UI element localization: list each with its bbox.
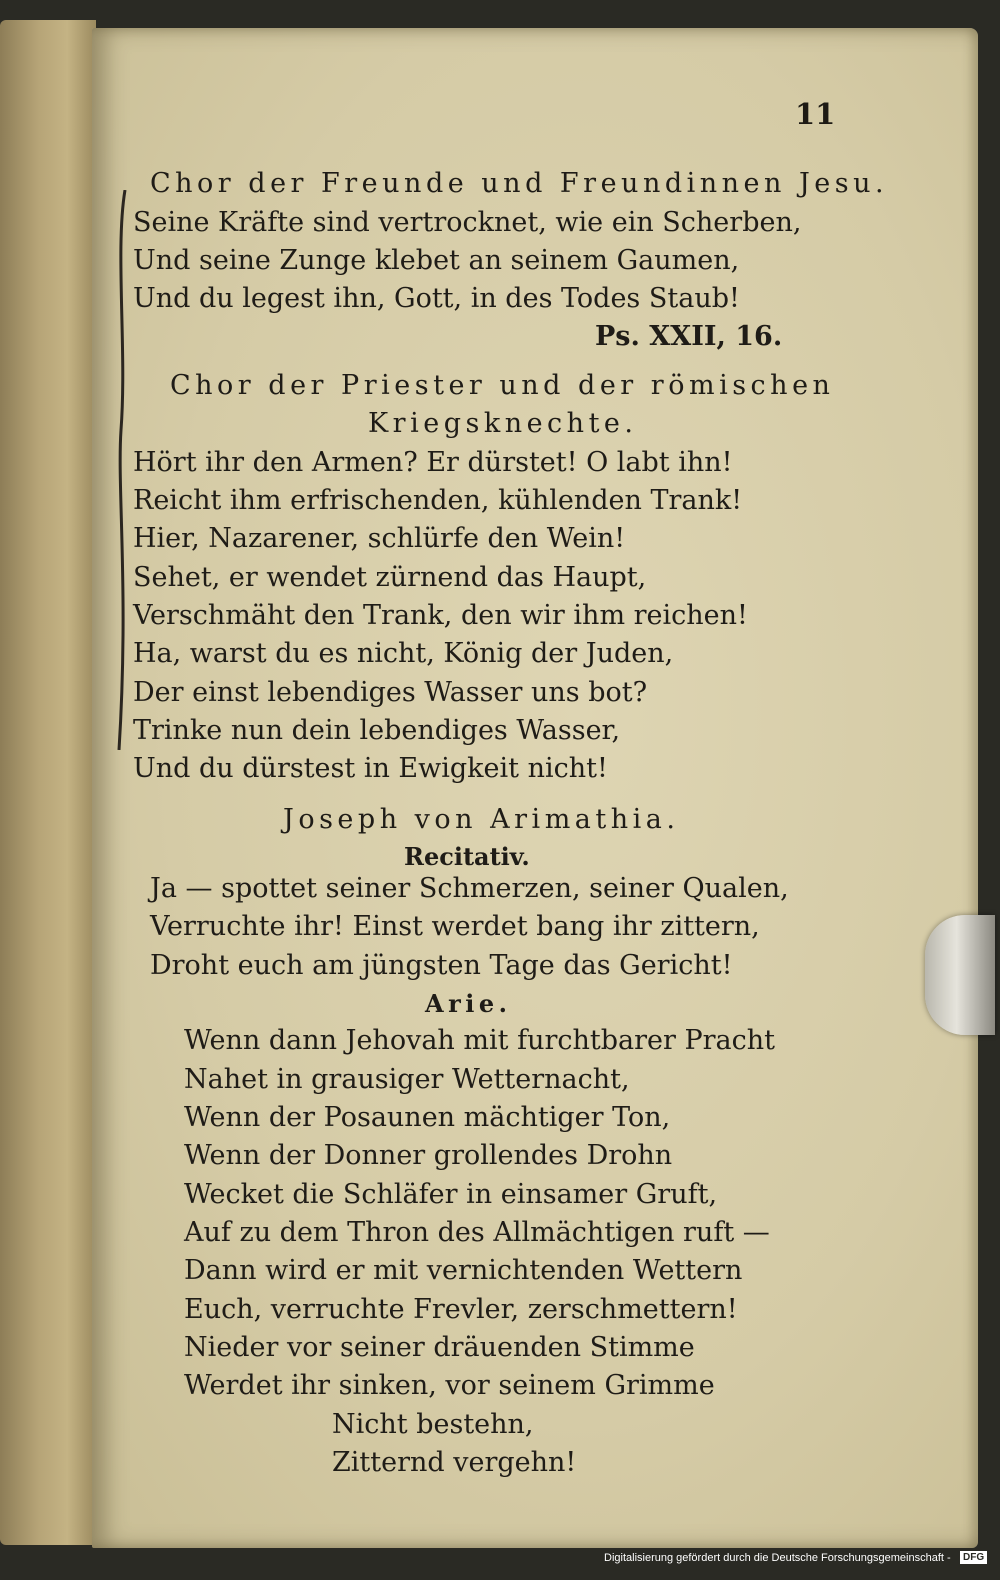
text-line: Und seine Zunge klebet an seinem Gaumen, xyxy=(133,245,740,276)
text-line: Wecket die Schläfer in einsamer Gruft, xyxy=(184,1179,718,1210)
text-line: Reicht ihm erfrischenden, kühlenden Trank! xyxy=(133,485,743,516)
text-line: Euch, verruchte Frevler, zerschmettern! xyxy=(184,1294,738,1325)
text-line: Hört ihr den Armen? Er dürstet! O labt ihn! xyxy=(133,447,733,478)
text-line: Trinke nun dein lebendiges Wasser, xyxy=(133,715,621,746)
page-number: 11 xyxy=(795,97,836,131)
text-line: Wenn dann Jehovah mit furchtbarer Pracht xyxy=(184,1025,776,1056)
text-line: Ja — spottet seiner Schmerzen, seiner Qualen, xyxy=(150,873,789,904)
text-line: Der einst lebendiges Wasser uns bot? xyxy=(133,677,648,708)
digitization-credit: Digitalisierung gefördert durch die Deutsche Forschungsgemeinschaft - xyxy=(604,1552,951,1564)
heading-recitativ: Recitativ. xyxy=(404,842,530,871)
text-line: Und du legest ihn, Gott, in des Todes Staub! xyxy=(133,283,740,314)
text-line: Zitternd vergehn! xyxy=(332,1447,577,1478)
text-line: Sehet, er wendet zürnend das Haupt, xyxy=(133,562,647,593)
text-line: Dann wird er mit vernichtenden Wettern xyxy=(184,1255,743,1286)
text-line: Nicht bestehn, xyxy=(332,1409,534,1440)
dfg-logo: DFG xyxy=(960,1551,987,1564)
text-line: Droht euch am jüngsten Tage das Gericht! xyxy=(150,950,733,981)
text-line: Werdet ihr sinken, vor seinem Grimme xyxy=(184,1370,715,1401)
heading-joseph: Joseph von Arimathia. xyxy=(283,804,680,835)
text-line: Verruchte ihr! Einst werdet bang ihr zittern, xyxy=(150,911,760,942)
text-line: Wenn der Donner grollendes Drohn xyxy=(184,1140,673,1171)
heading-chor-priester-cont: Kriegsknechte. xyxy=(368,408,638,439)
text-line: Nahet in grausiger Wetternacht, xyxy=(184,1064,630,1095)
margin-bracket-mark xyxy=(113,190,131,750)
text-line: Ha, warst du es nicht, König der Juden, xyxy=(133,638,674,669)
text-line: Seine Kräfte sind vertrocknet, wie ein Scherben, xyxy=(133,207,802,238)
text-line: Verschmäht den Trank, den wir ihm reichen! xyxy=(133,600,748,631)
left-page-edge xyxy=(0,20,96,1545)
text-line: Nieder vor seiner dräuenden Stimme xyxy=(184,1332,695,1363)
text-line: Wenn der Posaunen mächtiger Ton, xyxy=(184,1102,671,1133)
text-line: Hier, Nazarener, schlürfe den Wein! xyxy=(133,523,626,554)
text-line: Auf zu dem Thron des Allmächtigen ruft — xyxy=(184,1217,770,1248)
text-line: Und du dürstest in Ewigkeit nicht! xyxy=(133,753,608,784)
psalm-reference: Ps. XXII, 16. xyxy=(595,321,783,352)
heading-arie: Arie. xyxy=(425,989,512,1018)
page-clip-tab xyxy=(925,915,995,1035)
heading-chor-priester: Chor der Priester und der römischen xyxy=(170,370,835,401)
heading-chor-freunde: Chor der Freunde und Freundinnen Jesu. xyxy=(150,168,889,199)
